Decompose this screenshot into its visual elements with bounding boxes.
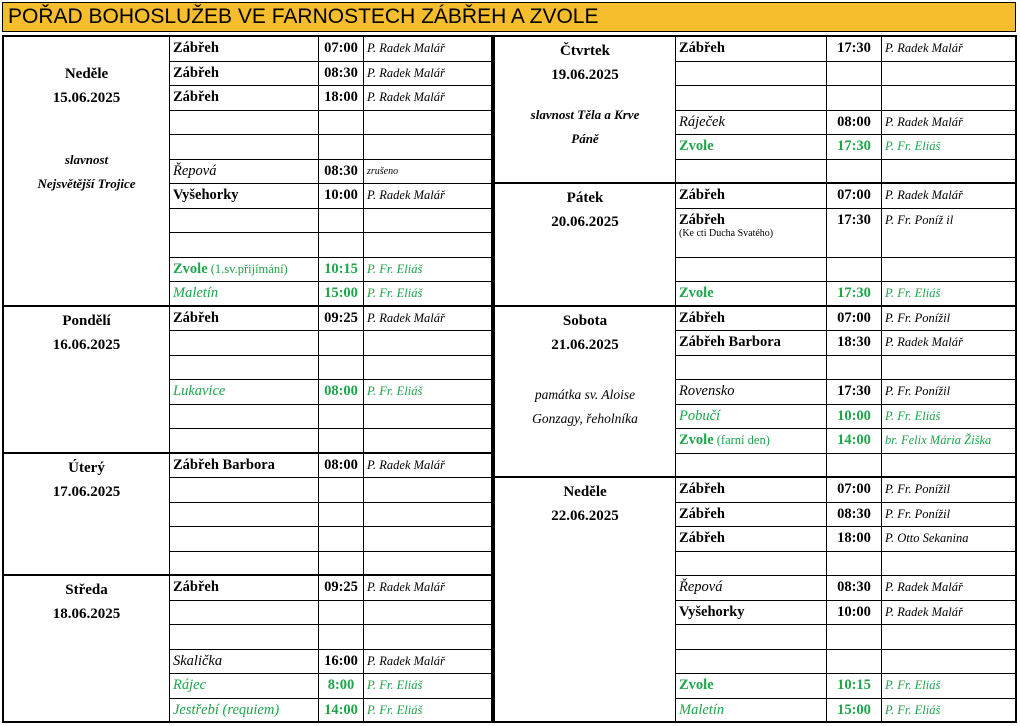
place-cell [170, 111, 318, 135]
service-row [676, 331, 1015, 356]
time-cell [826, 356, 882, 380]
priest-cell: P. Fr. Eliáš [885, 702, 941, 717]
day-date: 17.06.2025 [52, 483, 121, 500]
service-row [676, 86, 1015, 111]
place-note: (farní den) [713, 433, 770, 447]
place-name: Řepová [679, 579, 723, 595]
priest-cell: P. Fr. Eliáš [367, 678, 423, 692]
place-cell [170, 62, 318, 86]
time-cell [826, 625, 882, 649]
place-name: Zvole [173, 260, 208, 277]
time-cell: 10:15 [826, 674, 882, 698]
service-row [170, 527, 491, 552]
priest-cell: P. Fr. Ponížil [885, 384, 951, 398]
place-cell [676, 209, 826, 257]
time-cell: 07:00 [318, 37, 364, 61]
service-row [676, 356, 1015, 381]
service-row [170, 282, 491, 307]
place-cell [170, 650, 318, 674]
time-cell: 14:00 [826, 429, 882, 453]
place-cell [170, 331, 318, 355]
time-cell: 17:30 [826, 135, 882, 159]
service-row [170, 233, 491, 258]
day-name: Pátek [566, 190, 604, 206]
place-cell [676, 37, 826, 61]
place-cell [676, 552, 826, 576]
place-name: Zábřeh [173, 64, 219, 81]
time-cell: 17:30 [826, 209, 882, 257]
place-cell [170, 356, 318, 380]
time-cell [318, 405, 364, 429]
place-cell [170, 86, 318, 110]
time-cell: 17:30 [826, 282, 882, 307]
priest-cell: P. Otto Sekanina [885, 531, 969, 545]
memorial-label: památka sv. Aloise Gonzagy, řeholníka [532, 386, 638, 426]
priest-cell: P. Fr. Poníž il [885, 212, 954, 227]
priest-cell [882, 160, 1015, 185]
service-row [676, 62, 1015, 87]
service-row [676, 258, 1015, 283]
priest-cell: P. Radek Malář [885, 604, 963, 619]
priest-cell: P. Fr. Eliáš [367, 384, 423, 398]
place-cell [676, 356, 826, 380]
day-label [495, 478, 676, 721]
place-cell [676, 576, 826, 600]
place-cell [676, 62, 826, 86]
time-cell [826, 160, 882, 185]
service-row [170, 62, 491, 87]
day-name: Úterý [68, 459, 105, 476]
service-row [170, 37, 491, 62]
place-cell [676, 331, 826, 355]
service-row [170, 405, 491, 430]
place-name: Pobučí [679, 407, 721, 424]
time-cell: 09:25 [318, 576, 364, 600]
priest-cell [882, 650, 1015, 674]
place-subnote: (Ke cti Ducha Svatého) [679, 227, 774, 239]
service-row [676, 209, 1015, 258]
day-label [495, 307, 676, 477]
priest-cell: P. Radek Malář [367, 457, 445, 472]
schedule-title: POŘAD BOHOSLUŽEB VE FARNOSTECH ZÁBŘEH A ZVOLE [2, 2, 1016, 32]
service-row [170, 258, 491, 283]
day-label [495, 184, 676, 305]
time-cell [318, 527, 364, 551]
place-name: Zvole [679, 138, 714, 154]
time-cell: 07:00 [826, 307, 882, 331]
time-cell: 07:00 [826, 478, 882, 502]
place-name: Zábřeh [679, 309, 725, 326]
time-cell [318, 503, 364, 527]
priest-cell [882, 356, 1015, 380]
place-cell [676, 699, 826, 724]
place-cell [170, 37, 318, 61]
place-cell [676, 86, 826, 110]
time-cell: 08:00 [318, 380, 364, 404]
service-row [676, 37, 1015, 62]
priest-cell: P. Radek Malář [367, 65, 445, 80]
priest-cell [364, 331, 491, 355]
day-panel-mon16 [2, 305, 493, 454]
service-row [676, 184, 1015, 209]
place-name: Zábřeh [679, 481, 725, 497]
service-row [676, 478, 1015, 503]
day-name: Neděle [64, 66, 109, 82]
service-row [676, 527, 1015, 552]
time-cell: 07:00 [826, 184, 882, 208]
place-cell [676, 380, 826, 404]
place-cell [676, 307, 826, 331]
place-name: Vyšehorky [173, 187, 239, 203]
place-cell [676, 405, 826, 429]
service-row [676, 576, 1015, 601]
time-cell [318, 331, 364, 355]
priest-cell: P. Radek Malář [367, 41, 445, 55]
priest-cell: P. Radek Malář [367, 90, 445, 104]
priest-cell: P. Radek Malář [885, 188, 963, 202]
place-cell [676, 625, 826, 649]
place-cell [676, 282, 826, 307]
priest-cell: P. Radek Malář [885, 580, 963, 594]
place-name: Zábřeh [173, 40, 219, 56]
place-cell [676, 111, 826, 135]
place-cell [676, 650, 826, 674]
service-row [676, 650, 1015, 675]
priest-cell: br. Felix Mária Žiška [885, 433, 992, 447]
priest-cell: P. Fr. Eliáš [885, 678, 941, 692]
place-cell [170, 674, 318, 698]
day-name: Čtvrtek [560, 43, 610, 59]
place-cell [170, 233, 318, 257]
priest-cell: P. Fr. Ponížil [885, 482, 951, 496]
place-name: Zvole [679, 285, 714, 301]
priest-cell [882, 62, 1015, 86]
place-name: Maletín [173, 285, 219, 301]
place-name: Zábřeh [679, 187, 725, 203]
day-name: Středa [65, 582, 108, 598]
place-cell [170, 160, 318, 184]
place-name: Zábřeh [173, 89, 219, 105]
priest-cell [364, 601, 491, 625]
time-cell: 08:30 [318, 160, 364, 184]
time-cell [826, 454, 882, 479]
service-row [170, 478, 491, 503]
day-panel-sun22 [493, 476, 1017, 723]
place-cell [676, 503, 826, 527]
day-panel-thu19 [493, 35, 1017, 184]
place-cell [170, 209, 318, 233]
place-cell [676, 135, 826, 159]
time-cell [318, 209, 364, 233]
time-cell [318, 233, 364, 257]
place-cell [170, 625, 318, 649]
place-name: Zábřeh Barbora [173, 456, 275, 473]
time-cell: 08:00 [318, 454, 364, 478]
place-cell [170, 601, 318, 625]
time-cell: 09:25 [318, 307, 364, 331]
service-row [170, 209, 491, 234]
service-row [676, 454, 1015, 479]
place-name: Zábřeh Barbora [679, 334, 781, 350]
service-row [676, 307, 1015, 332]
priest-cell [882, 258, 1015, 282]
service-row [676, 552, 1015, 577]
priest-cell: P. Fr. Eliáš [367, 286, 423, 300]
service-row [676, 160, 1015, 185]
priest-cell [364, 478, 491, 502]
place-cell [170, 503, 318, 527]
priest-cell: P. Radek Malář [885, 41, 963, 55]
service-row [676, 429, 1015, 454]
priest-cell [882, 454, 1015, 479]
time-cell: 10:00 [826, 601, 882, 625]
priest-cell [364, 233, 491, 257]
time-cell: 10:15 [318, 258, 364, 282]
day-name: Sobota [562, 312, 608, 329]
service-row [170, 429, 491, 454]
time-cell [826, 86, 882, 110]
priest-cell: P. Fr. Eliáš [885, 139, 941, 153]
time-cell [318, 135, 364, 159]
service-row [170, 625, 491, 650]
place-cell [170, 405, 318, 429]
priest-cell: P. Radek Malář [367, 188, 445, 202]
service-row [170, 576, 491, 601]
place-name: Jestřebí (requiem) [173, 701, 280, 718]
time-cell [826, 650, 882, 674]
priest-cell: zrušeno [367, 165, 399, 177]
place-cell [170, 478, 318, 502]
place-cell [676, 454, 826, 479]
place-note: (1.sv.přijímání) [207, 261, 288, 276]
service-row [170, 552, 491, 577]
service-row [170, 160, 491, 185]
priest-cell [882, 552, 1015, 576]
day-label [4, 576, 170, 721]
service-row [676, 135, 1015, 160]
priest-cell: P. Radek Malář [367, 653, 445, 668]
priest-cell: P. Fr. Eliáš [885, 408, 941, 423]
priest-cell [364, 527, 491, 551]
service-row [676, 699, 1015, 724]
day-date: 19.06.2025 [551, 67, 619, 83]
day-date: 22.06.2025 [551, 508, 619, 524]
place-cell [170, 135, 318, 159]
place-cell [676, 478, 826, 502]
service-row [170, 184, 491, 209]
place-name: Zábřeh [173, 579, 219, 595]
priest-cell: P. Fr. Ponížil [885, 506, 951, 521]
day-name: Pondělí [62, 312, 111, 329]
time-cell [826, 552, 882, 576]
time-cell: 17:30 [826, 37, 882, 61]
place-name: Vyšehorky [679, 603, 745, 620]
time-cell: 18:30 [826, 331, 882, 355]
priest-cell: P. Radek Malář [885, 335, 963, 349]
place-cell [676, 160, 826, 185]
service-row [170, 111, 491, 136]
place-name: Zvole [679, 677, 714, 693]
service-row [676, 625, 1015, 650]
service-row [676, 380, 1015, 405]
priest-cell [364, 429, 491, 454]
place-cell [170, 576, 318, 600]
time-cell [318, 625, 364, 649]
place-cell [676, 527, 826, 551]
priest-cell [364, 135, 491, 159]
service-row [676, 282, 1015, 307]
service-row [676, 674, 1015, 699]
day-date: 18.06.2025 [52, 606, 121, 622]
place-name: Rájec [173, 677, 207, 693]
place-cell [170, 429, 318, 454]
service-row [676, 503, 1015, 528]
time-cell: 18:00 [318, 86, 364, 110]
time-cell: 15:00 [318, 282, 364, 307]
service-row [170, 135, 491, 160]
time-cell [826, 62, 882, 86]
time-cell [318, 111, 364, 135]
place-name: Rovensko [679, 383, 735, 399]
priest-cell [364, 111, 491, 135]
time-cell: 17:30 [826, 380, 882, 404]
time-cell: 10:00 [318, 184, 364, 208]
place-cell [170, 699, 318, 724]
priest-cell: P. Radek Malář [367, 310, 445, 325]
day-panel-wed18 [2, 574, 493, 723]
place-name: Zábřeh [679, 211, 725, 228]
service-row [170, 356, 491, 381]
place-name: Ráječek [679, 113, 725, 130]
priest-cell [364, 405, 491, 429]
day-date: 21.06.2025 [551, 336, 619, 353]
service-row [170, 454, 491, 479]
priest-cell: P. Radek Malář [885, 114, 963, 129]
time-cell: 18:00 [826, 527, 882, 551]
day-date: 16.06.2025 [52, 336, 121, 353]
place-cell [676, 429, 826, 453]
service-row [170, 307, 491, 332]
time-cell [318, 429, 364, 454]
day-date: 20.06.2025 [551, 214, 619, 230]
feast-label: slavnost Těla a Krve Páně [530, 107, 640, 146]
service-row [170, 86, 491, 111]
service-row [676, 111, 1015, 136]
place-name: Zvole [679, 432, 714, 448]
service-row [676, 601, 1015, 626]
priest-cell [882, 86, 1015, 110]
service-row [170, 674, 491, 699]
place-cell [676, 601, 826, 625]
place-cell [170, 527, 318, 551]
service-row [676, 405, 1015, 430]
day-panel-fri20 [493, 182, 1017, 307]
place-cell [676, 674, 826, 698]
service-row [170, 650, 491, 675]
priest-cell [364, 503, 491, 527]
day-label [4, 454, 170, 575]
place-cell [170, 552, 318, 577]
time-cell: 16:00 [318, 650, 364, 674]
day-panel-sat21 [493, 305, 1017, 479]
time-cell: 08:30 [826, 576, 882, 600]
place-name: Maletín [679, 701, 725, 718]
priest-cell [364, 209, 491, 233]
time-cell [318, 552, 364, 577]
place-cell [170, 258, 318, 282]
place-cell [170, 184, 318, 208]
day-label [4, 37, 170, 305]
place-cell [170, 454, 318, 478]
time-cell [318, 356, 364, 380]
time-cell: 08:00 [826, 111, 882, 135]
time-cell: 10:00 [826, 405, 882, 429]
time-cell: 08:30 [826, 503, 882, 527]
time-cell: 08:30 [318, 62, 364, 86]
day-panel-sun15 [2, 35, 493, 307]
place-name: Řepová [173, 162, 217, 179]
feast-label: slavnost Nejsvětější Trojice [37, 152, 136, 191]
place-name: Zábřeh [173, 309, 219, 326]
time-cell [318, 601, 364, 625]
day-label [4, 307, 170, 452]
service-row [170, 601, 491, 626]
priest-cell [364, 356, 491, 380]
time-cell: 14:00 [318, 699, 364, 724]
priest-cell [882, 625, 1015, 649]
time-cell [318, 478, 364, 502]
day-date: 15.06.2025 [52, 90, 121, 106]
priest-cell [364, 552, 491, 577]
day-label [495, 37, 676, 182]
place-cell [170, 380, 318, 404]
place-cell [170, 282, 318, 307]
priest-cell: P. Fr. Eliáš [367, 702, 423, 717]
place-name: Zábřeh [679, 505, 725, 522]
place-name: Zábřeh [679, 530, 725, 546]
day-panel-tue17 [2, 452, 493, 577]
place-cell [676, 184, 826, 208]
service-row [170, 503, 491, 528]
time-cell: 8:00 [318, 674, 364, 698]
place-name: Zábřeh [679, 40, 725, 56]
priest-cell: P. Fr. Eliáš [885, 286, 941, 300]
priest-cell [364, 625, 491, 649]
service-row [170, 380, 491, 405]
place-name: Skalička [173, 652, 223, 669]
place-cell [170, 307, 318, 331]
place-cell [676, 258, 826, 282]
service-row [170, 331, 491, 356]
place-name: Lukavice [173, 383, 226, 399]
day-name: Neděle [563, 484, 607, 500]
priest-cell: P. Radek Malář [367, 580, 445, 594]
priest-cell: P. Fr. Ponížil [885, 310, 951, 325]
time-cell [826, 258, 882, 282]
service-row [170, 699, 491, 724]
priest-cell: P. Fr. Eliáš [367, 261, 423, 276]
time-cell: 15:00 [826, 699, 882, 724]
